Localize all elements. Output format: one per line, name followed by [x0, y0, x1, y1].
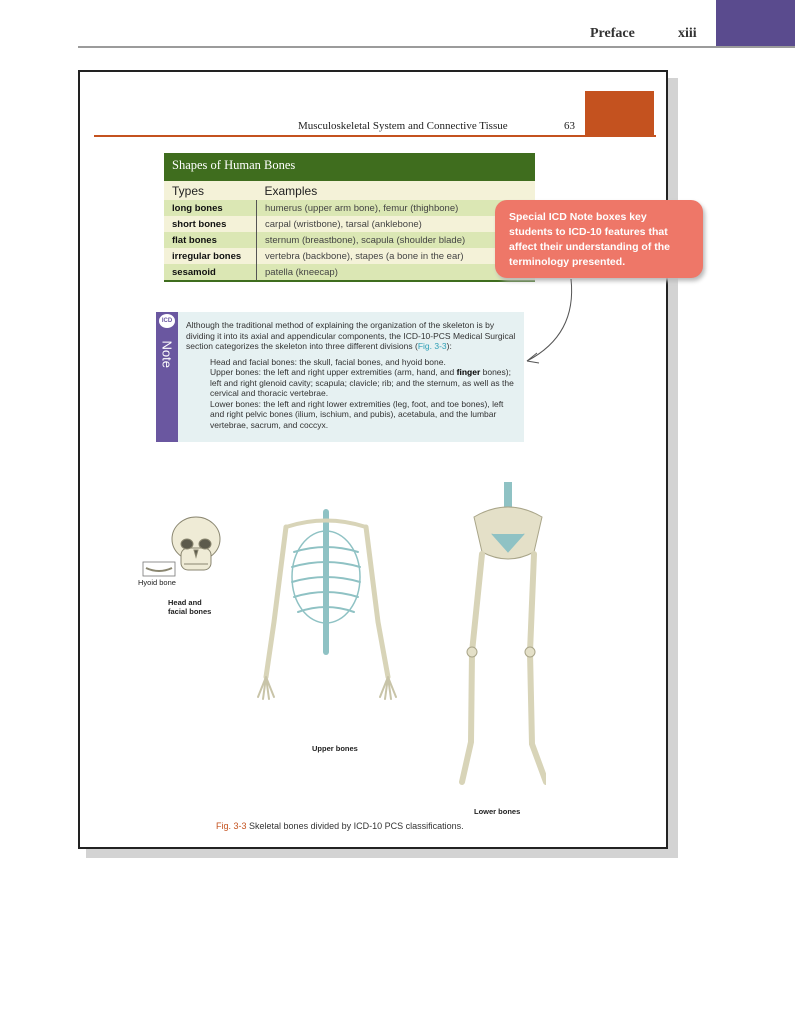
- sample-page: [78, 70, 668, 849]
- table-header-examples: Examples: [257, 181, 536, 200]
- bone-type: flat bones: [164, 232, 257, 248]
- table-row: [164, 200, 535, 216]
- sample-header-title: Musculoskeletal System and Connective Tissue: [298, 120, 508, 132]
- icd-badge-icon: ICD: [159, 314, 175, 328]
- sample-chapter-tab: [585, 91, 654, 136]
- bone-example: patella (kneecap): [257, 264, 536, 280]
- header-rule: [78, 46, 795, 48]
- lower-skeleton-icon: [462, 482, 546, 782]
- running-head: [0, 0, 795, 48]
- table-header-types: Types: [164, 181, 257, 200]
- bone-type: short bones: [164, 216, 257, 232]
- icd-note-box: [156, 312, 524, 442]
- running-head-title: Preface: [590, 26, 635, 41]
- table-row: [164, 248, 535, 264]
- label-hyoid-bone: Hyoid bone: [138, 578, 176, 587]
- label-head-facial-bones: Head and facial bones: [168, 598, 212, 616]
- figure-caption-number: Fig. 3-3: [216, 821, 247, 831]
- bone-type: sesamoid: [164, 264, 257, 280]
- figure-reference: Fig. 3-3: [417, 341, 447, 351]
- callout-bubble: Special ICD Note boxes key students to ICD-10 features that affect their understanding of the terminology presented.: [495, 200, 703, 278]
- bone-example: vertebra (backbone), stapes (a bone in the ear): [257, 248, 536, 264]
- hyoid-bone-icon: [146, 568, 172, 571]
- bone-type: long bones: [164, 200, 257, 216]
- bones-table: [164, 153, 535, 282]
- note-intro: Although the traditional method of explaining the organization of the skeleton is by dividing it into its axial and appendicular components, the ICD-10-PCS Medical Surgical section categorizes the skeleton into three different divisions (Fig. 3-3):: [186, 320, 516, 351]
- note-item-lower: Lower bones: the left and right lower extremities (leg, foot, and toe bones), left and right pelvic bones (ilium, ischium, and pubis), acetabula, and the lumbar vertebrae, sacrum, and coccyx.: [210, 398, 504, 430]
- table-row: [164, 216, 535, 232]
- bone-type: irregular bones: [164, 248, 257, 264]
- callout-arrow-icon: [515, 275, 585, 370]
- table-row: [164, 264, 535, 280]
- label-upper-bones: Upper bones: [312, 744, 358, 753]
- bone-example: sternum (breastbone), scapula (shoulder blade): [257, 232, 536, 248]
- note-item-upper: Upper bones: the left and right upper extremities (arm, hand, and finger bones); left and right glenoid cavity; scapula; clavicle; rib; and the sternum, as well as the cervical and thoracic vertebrae.: [210, 367, 514, 398]
- sample-header-rule: [94, 135, 656, 137]
- note-label: Note: [159, 340, 175, 368]
- upper-skeleton-icon: [258, 512, 396, 699]
- sample-page-number: 63: [564, 120, 575, 132]
- bone-example: humerus (upper arm bone), femur (thighbone): [257, 200, 536, 216]
- note-sidebar: [156, 312, 178, 442]
- figure-caption-text: Skeletal bones divided by ICD-10 PCS classifications.: [249, 821, 464, 831]
- table-caption: Shapes of Human Bones: [164, 153, 535, 181]
- table-bottom-rule: [164, 280, 535, 282]
- skeleton-illustration: [126, 482, 546, 817]
- figure-caption: [216, 821, 464, 831]
- note-list: [210, 357, 516, 431]
- note-body: [186, 320, 516, 430]
- skull-icon: [172, 517, 220, 570]
- section-tab: [716, 0, 795, 46]
- table-row: [164, 232, 535, 248]
- label-lower-bones: Lower bones: [474, 807, 521, 816]
- bone-example: carpal (wristbone), tarsal (anklebone): [257, 216, 536, 232]
- note-item-head: Head and facial bones: the skull, facial bones, and hyoid bone.: [210, 356, 446, 367]
- running-head-page-number: xiii: [678, 26, 697, 41]
